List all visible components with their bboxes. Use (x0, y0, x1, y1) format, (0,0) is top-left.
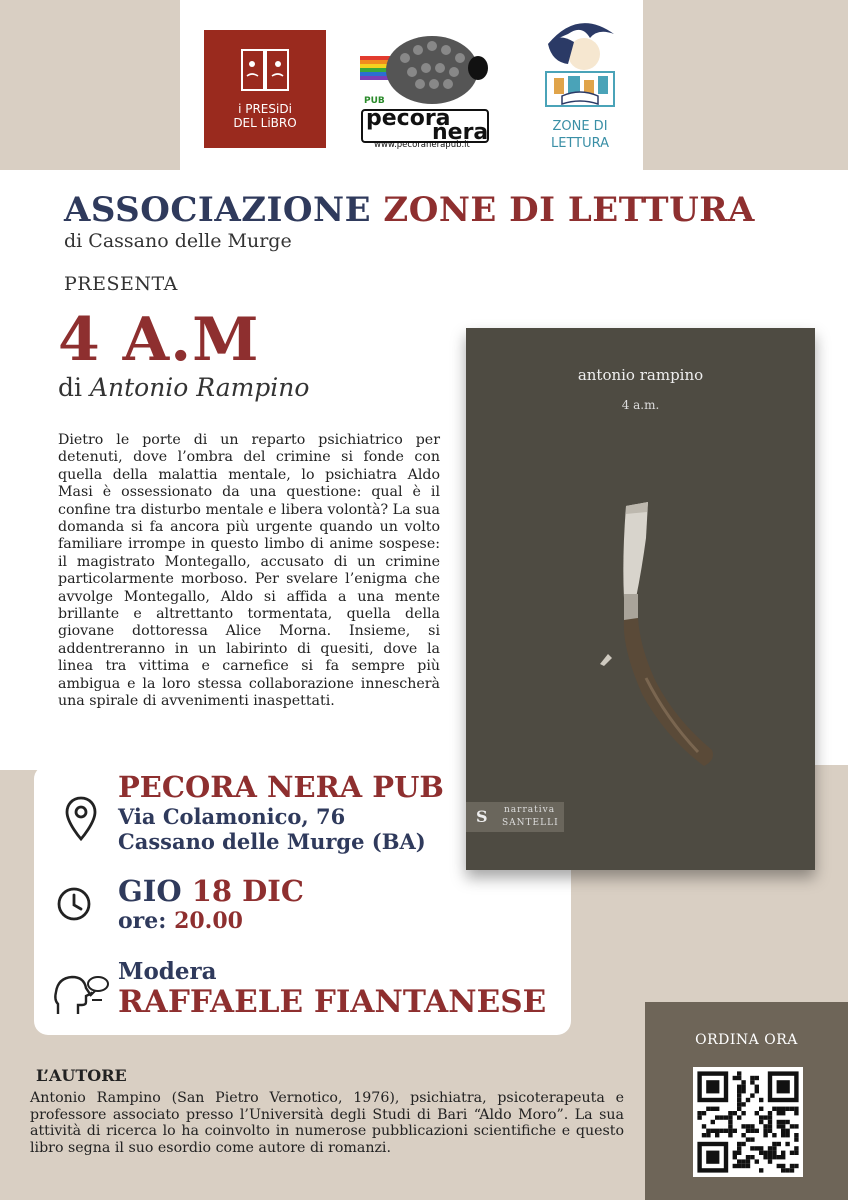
book-byline (58, 373, 309, 402)
presidi-del-libro-logo[interactable] (204, 30, 326, 148)
clock-icon (56, 886, 92, 922)
event-time (118, 908, 243, 934)
byline-prefix: di (58, 373, 82, 402)
association-city: di Cassano delle Murge (64, 230, 292, 252)
zone-di-lettura-logo[interactable] (538, 14, 622, 158)
location-pin-icon (64, 795, 98, 843)
presidi-line1: i PRESiDi (238, 102, 292, 116)
moderator-name: RAFFAELE FIANTANESE (118, 984, 547, 1020)
time-label: ore: (118, 908, 167, 934)
association-word: ASSOCIAZIONE (64, 190, 372, 230)
book-author: Antonio Rampino (89, 373, 310, 402)
reader-face-icon (538, 14, 622, 114)
book-cover[interactable] (466, 328, 815, 870)
cover-title: 4 a.m. (621, 398, 660, 412)
venue-name: PECORA NERA PUB (118, 770, 444, 804)
open-book-icon (238, 42, 292, 96)
pecora-word: pecora (366, 106, 451, 131)
pecora-pub-word: PUB (364, 96, 385, 106)
author-bio: Antonio Rampino (San Pietro Vernotico, 1976), psichiatra, psicoterapeuta e professore associato presso l’Università degli Studi di Bari “Aldo Moro”. La sua attività di ricerca lo ha coinvolto in numerose pubblicazioni scientifiche e questo libro segna il suo esordio come autore di romanzi. (30, 1090, 624, 1156)
association-name: ZONE DI LETTURA (383, 190, 755, 230)
order-now-label[interactable]: ORDINA ORA (695, 1032, 798, 1048)
series-letter: S (476, 807, 488, 826)
cover-series-label (466, 802, 564, 832)
zone-line2: LETTURA (550, 136, 610, 151)
razor-icon (586, 498, 726, 768)
presents-label: PRESENTA (64, 273, 178, 295)
nera-word: nera (432, 120, 489, 145)
presidi-logo-text (204, 102, 326, 130)
zone-logo-text (538, 118, 622, 152)
association-heading (64, 190, 755, 230)
qr-code[interactable] (693, 1067, 803, 1177)
moderator-label: Modera (118, 958, 217, 985)
speaking-head-icon (52, 972, 110, 1018)
event-day-month: 18 DIC (191, 874, 304, 908)
venue-address-city: Cassano delle Murge (BA) (118, 829, 426, 854)
event-date (118, 874, 304, 908)
series-name: narrativa (504, 805, 556, 815)
pecora-nera-pub-logo[interactable] (360, 28, 490, 154)
author-heading: L’AUTORE (36, 1066, 127, 1085)
event-weekday: GIO (118, 874, 182, 908)
book-synopsis: Dietro le porte di un reparto psichiatrico per detenuti, dove l’ombra del crimine si fonde con quella della malattia mentale, lo psichiatra Aldo Masi è ossessionato da una questione: qual è il confine tra disturbo mentale e libera volontà? La sua domanda si fa ancora più urgente quando un volto familiare irrompe in questo limbo di anime sospese: il magistrato Montegallo, accusato di un crimine particolarmente morboso. Per svelare l’enigma che avvolge Montegallo, Aldo si affida a una mente brillante e altrettanto tormentata, quella della giovane dottoressa Alice Morna. Insieme, si addentreranno in un labirinto di quesiti, dove la linea tra vittima e carnefice si fa sempre più ambigua e la loro stessa collaborazione innescherà una spirale di avvenimenti inaspettati. (58, 432, 440, 710)
pecora-url[interactable]: www.pecoranerapub.it (374, 140, 470, 150)
time-value: 20.00 (174, 908, 243, 934)
zone-line1: ZONE DI (552, 119, 608, 134)
book-title: 4 A.M (58, 305, 260, 375)
venue-address-street: Via Colamonico, 76 (118, 804, 346, 829)
publisher-name: SANTELLI (502, 818, 559, 828)
cover-author: antonio rampino (577, 366, 704, 384)
presidi-line2: DEL LiBRO (233, 116, 297, 130)
